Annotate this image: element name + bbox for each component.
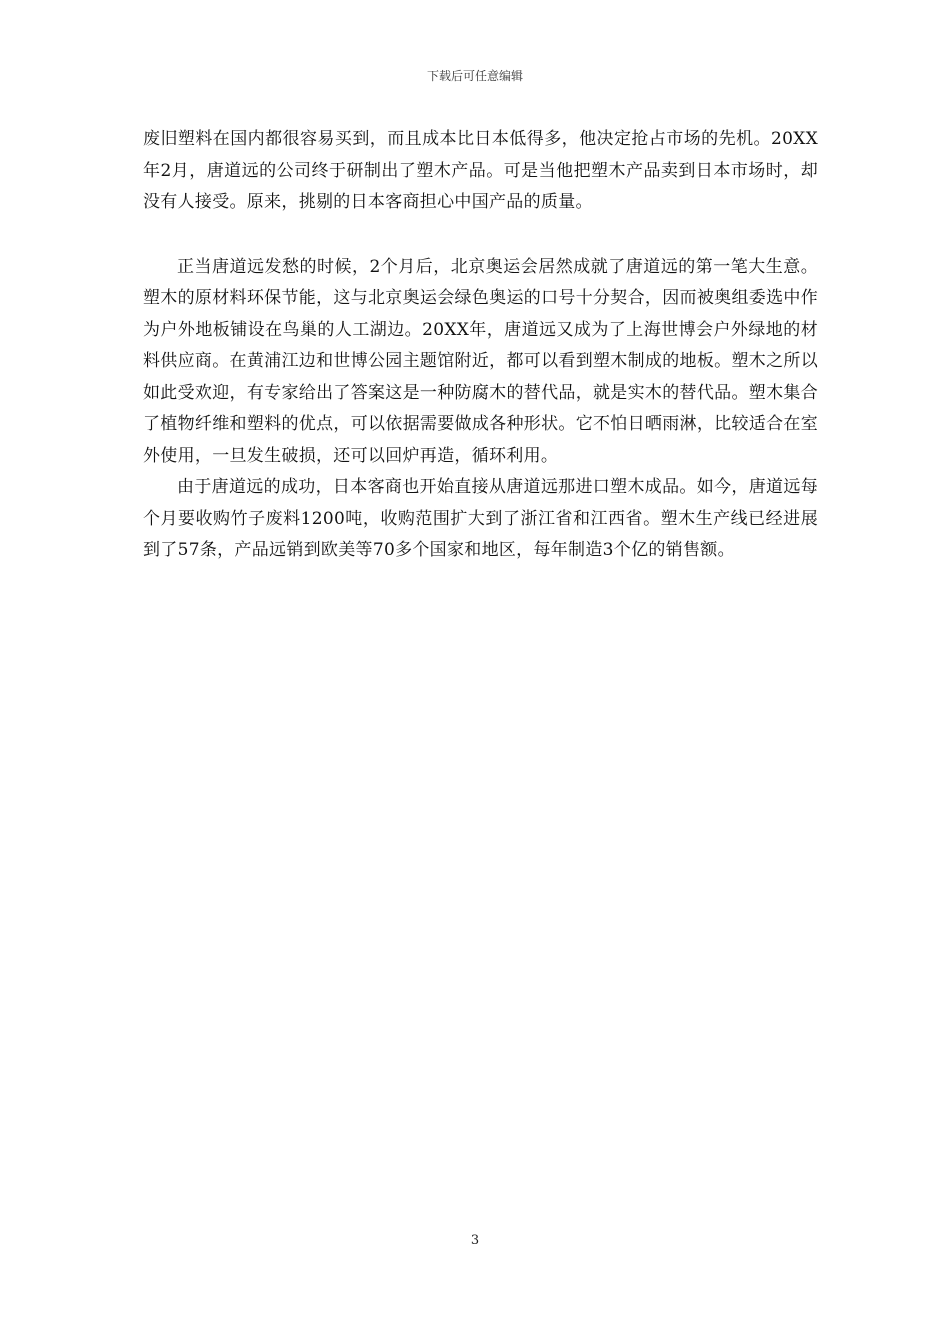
page-number: 3 <box>470 1233 480 1248</box>
paragraph-2: 正当唐道远发愁的时候，2个月后，北京奥运会居然成就了唐道远的第一笔大生意。塑木的原材料环保节能，这与北京奥运会绿色奥运的口号十分契合，因而被奥组委选中作为户外地板铺设在鸟巢的人工湖边。20XX年，唐道远又成为了上海世博会户外绿地的材料供应商。在黄浦江边和世博公园主题馆附近，都可以看到塑木制成的地板。塑木之所以如此受欢迎，有专家给出了答案这是一种防腐木的替代品，就是实木的替代品。塑木集合了植物纤维和塑料的优点，可以依据需要做成各种形状。它不怕日晒雨淋，比较适合在室外使用，一旦发生破损，还可以回炉再造，循环利用。 <box>143 256 818 466</box>
paragraph-1: 废旧塑料在国内都很容易买到，而且成本比日本低得多，他决定抢占市场的先机。20XX年2月，唐道远的公司终于研制出了塑木产品。可是当他把塑木产品卖到日本市场时，却没有人接受。原来，挑剔的日本客商担心中国产品的质量。 <box>143 129 818 212</box>
document-body <box>143 124 818 567</box>
page-header: 下载后可任意编辑 <box>426 69 523 83</box>
paragraph-3: 由于唐道远的成功，日本客商也开始直接从唐道远那进口塑木成品。如今，唐道远每个月要收购竹子废料1200吨，收购范围扩大到了浙江省和江西省。塑木生产线已经进展到了57条，产品远销到欧美等70多个国家和地区，每年制造3个亿的销售额。 <box>143 477 818 560</box>
